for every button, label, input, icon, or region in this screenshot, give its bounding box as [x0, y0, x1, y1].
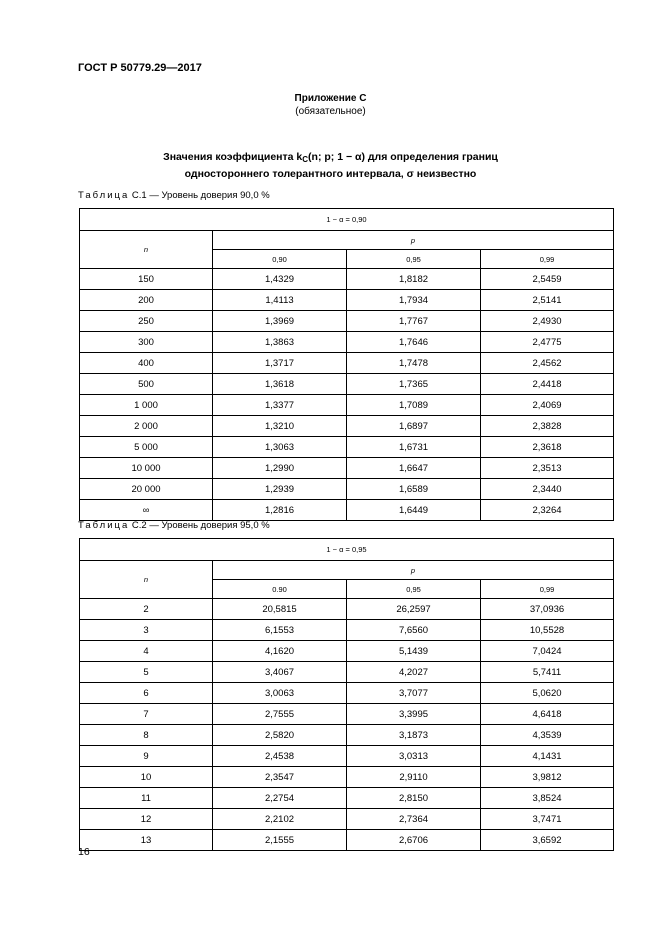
table-row [80, 437, 614, 458]
k-value-cell: 1,6449 [347, 500, 481, 521]
k-value-cell: 4,1620 [213, 641, 347, 662]
n-value-cell: 2 [80, 599, 213, 620]
n-value-cell: ∞ [80, 500, 213, 521]
k-value-cell: 1,3210 [213, 416, 347, 437]
n-value-cell: 250 [80, 311, 213, 332]
k-value-cell: 1,3717 [213, 353, 347, 374]
n-value-cell: 10 [80, 767, 213, 788]
k-value-cell: 1,3863 [213, 332, 347, 353]
k-value-cell: 1,7646 [347, 332, 481, 353]
k-value-cell: 3,0063 [213, 683, 347, 704]
p-value-header: 0,99 [481, 250, 614, 269]
p-header: p [213, 561, 614, 580]
k-value-cell: 37,0936 [481, 599, 614, 620]
table-row [80, 500, 614, 521]
k-value-cell: 3,4067 [213, 662, 347, 683]
k-value-cell: 1,2990 [213, 458, 347, 479]
k-value-cell: 5,0620 [481, 683, 614, 704]
n-value-cell: 9 [80, 746, 213, 767]
n-value-cell: 2 000 [80, 416, 213, 437]
k-value-cell: 2,4418 [481, 374, 614, 395]
table-row [80, 704, 614, 725]
k-value-cell: 3,7077 [347, 683, 481, 704]
k-value-cell: 1,7767 [347, 311, 481, 332]
p-value-header: 0,95 [347, 580, 481, 599]
k-value-cell: 1,6589 [347, 479, 481, 500]
table-row [80, 458, 614, 479]
k-value-cell: 2,4775 [481, 332, 614, 353]
confidence-level: 1 − α = 0,90 [80, 209, 614, 231]
caption-text: С.2 — Уровень доверия 95,0 % [131, 520, 270, 531]
k-value-cell: 2,9110 [347, 767, 481, 788]
k-value-cell: 2,2102 [213, 809, 347, 830]
heading-subscript: C [302, 155, 309, 164]
page-number: 16 [78, 846, 90, 858]
table-row [80, 746, 614, 767]
k-value-cell: 20,5815 [213, 599, 347, 620]
heading-post: (n; p; 1 − α) для определения границ [308, 151, 498, 163]
k-value-cell: 1,7934 [347, 290, 481, 311]
confidence-level: 1 − α = 0,95 [80, 539, 614, 561]
n-value-cell: 150 [80, 269, 213, 290]
appendix-subtitle: (обязательное) [295, 106, 366, 117]
n-value-cell: 5 000 [80, 437, 213, 458]
k-value-cell: 1,2816 [213, 500, 347, 521]
table-row [80, 290, 614, 311]
k-value-cell: 1,3377 [213, 395, 347, 416]
table-row [80, 353, 614, 374]
k-value-cell: 3,0313 [347, 746, 481, 767]
n-header: n [80, 561, 213, 599]
k-value-cell: 3,3995 [347, 704, 481, 725]
k-value-cell: 2,4562 [481, 353, 614, 374]
k-value-cell: 2,8150 [347, 788, 481, 809]
k-value-cell: 2,5820 [213, 725, 347, 746]
table-row [80, 809, 614, 830]
k-value-cell: 7,6560 [347, 620, 481, 641]
table-row [80, 332, 614, 353]
table-row [80, 683, 614, 704]
table-body [80, 599, 614, 851]
appendix-header [0, 92, 661, 118]
heading-line-1 [0, 150, 661, 167]
table-row [80, 725, 614, 746]
k-value-cell: 1,2939 [213, 479, 347, 500]
table-row [80, 788, 614, 809]
table-1-caption [78, 190, 270, 201]
table-row [80, 830, 614, 851]
caption-label: Таблица [78, 190, 130, 201]
k-value-cell: 5,1439 [347, 641, 481, 662]
section-heading [0, 150, 661, 181]
n-value-cell: 5 [80, 662, 213, 683]
k-value-cell: 3,9812 [481, 767, 614, 788]
table-row [80, 311, 614, 332]
table-row [80, 662, 614, 683]
table-2-caption [78, 520, 270, 531]
n-value-cell: 300 [80, 332, 213, 353]
n-value-cell: 13 [80, 830, 213, 851]
k-value-cell: 2,3440 [481, 479, 614, 500]
n-value-cell: 4 [80, 641, 213, 662]
n-value-cell: 400 [80, 353, 213, 374]
k-value-cell: 4,1431 [481, 746, 614, 767]
k-value-cell: 1,6897 [347, 416, 481, 437]
k-value-cell: 2,7364 [347, 809, 481, 830]
p-header: p [213, 231, 614, 250]
k-value-cell: 2,2754 [213, 788, 347, 809]
k-value-cell: 2,4069 [481, 395, 614, 416]
p-value-header: 0,95 [347, 250, 481, 269]
table-row [80, 269, 614, 290]
heading-pre: Значения коэффициента k [163, 151, 303, 163]
n-value-cell: 1 000 [80, 395, 213, 416]
table-2 [79, 538, 614, 851]
n-value-cell: 10 000 [80, 458, 213, 479]
k-value-cell: 1,3063 [213, 437, 347, 458]
k-value-cell: 10,5528 [481, 620, 614, 641]
table-row [80, 599, 614, 620]
n-value-cell: 20 000 [80, 479, 213, 500]
table-row [80, 641, 614, 662]
n-header: n [80, 231, 213, 269]
k-value-cell: 2,3547 [213, 767, 347, 788]
k-value-cell: 2,4930 [481, 311, 614, 332]
k-value-cell: 3,8524 [481, 788, 614, 809]
k-value-cell: 3,1873 [347, 725, 481, 746]
p-value-header: 0.90 [213, 580, 347, 599]
k-value-cell: 3,6592 [481, 830, 614, 851]
n-value-cell: 3 [80, 620, 213, 641]
k-value-cell: 6,1553 [213, 620, 347, 641]
table-row [80, 374, 614, 395]
heading-line-2: одностороннего толерантного интервала, σ неизвестно [184, 168, 477, 180]
p-value-header: 0,99 [481, 580, 614, 599]
table-row [80, 620, 614, 641]
k-value-cell: 7,0424 [481, 641, 614, 662]
n-value-cell: 8 [80, 725, 213, 746]
caption-label: Таблица [78, 520, 130, 531]
k-value-cell: 1,3969 [213, 311, 347, 332]
n-value-cell: 12 [80, 809, 213, 830]
appendix-title: Приложение С [294, 93, 367, 104]
k-value-cell: 4,3539 [481, 725, 614, 746]
n-value-cell: 11 [80, 788, 213, 809]
table-row [80, 416, 614, 437]
n-value-cell: 6 [80, 683, 213, 704]
table-row [80, 767, 614, 788]
k-value-cell: 1,8182 [347, 269, 481, 290]
k-value-cell: 2,4538 [213, 746, 347, 767]
k-value-cell: 2,6706 [347, 830, 481, 851]
k-value-cell: 1,6731 [347, 437, 481, 458]
k-value-cell: 1,7365 [347, 374, 481, 395]
caption-text: С.1 — Уровень доверия 90,0 % [131, 190, 270, 201]
k-value-cell: 2,5141 [481, 290, 614, 311]
k-value-cell: 2,3264 [481, 500, 614, 521]
k-value-cell: 5,7411 [481, 662, 614, 683]
table-1 [79, 208, 614, 521]
k-value-cell: 2,3828 [481, 416, 614, 437]
document-code: ГОСТ Р 50779.29—2017 [78, 62, 202, 74]
table-row [80, 479, 614, 500]
k-value-cell: 2,3618 [481, 437, 614, 458]
k-value-cell: 4,6418 [481, 704, 614, 725]
k-value-cell: 2,7555 [213, 704, 347, 725]
k-value-cell: 1,7089 [347, 395, 481, 416]
k-value-cell: 2,5459 [481, 269, 614, 290]
n-value-cell: 200 [80, 290, 213, 311]
k-value-cell: 26,2597 [347, 599, 481, 620]
n-value-cell: 500 [80, 374, 213, 395]
p-value-header: 0,90 [213, 250, 347, 269]
k-value-cell: 2,3513 [481, 458, 614, 479]
table-body [80, 269, 614, 521]
k-value-cell: 1,6647 [347, 458, 481, 479]
table-row [80, 395, 614, 416]
n-value-cell: 7 [80, 704, 213, 725]
k-value-cell: 2,1555 [213, 830, 347, 851]
k-value-cell: 1,3618 [213, 374, 347, 395]
k-value-cell: 4,2027 [347, 662, 481, 683]
k-value-cell: 1,4329 [213, 269, 347, 290]
k-value-cell: 3,7471 [481, 809, 614, 830]
k-value-cell: 1,4113 [213, 290, 347, 311]
k-value-cell: 1,7478 [347, 353, 481, 374]
